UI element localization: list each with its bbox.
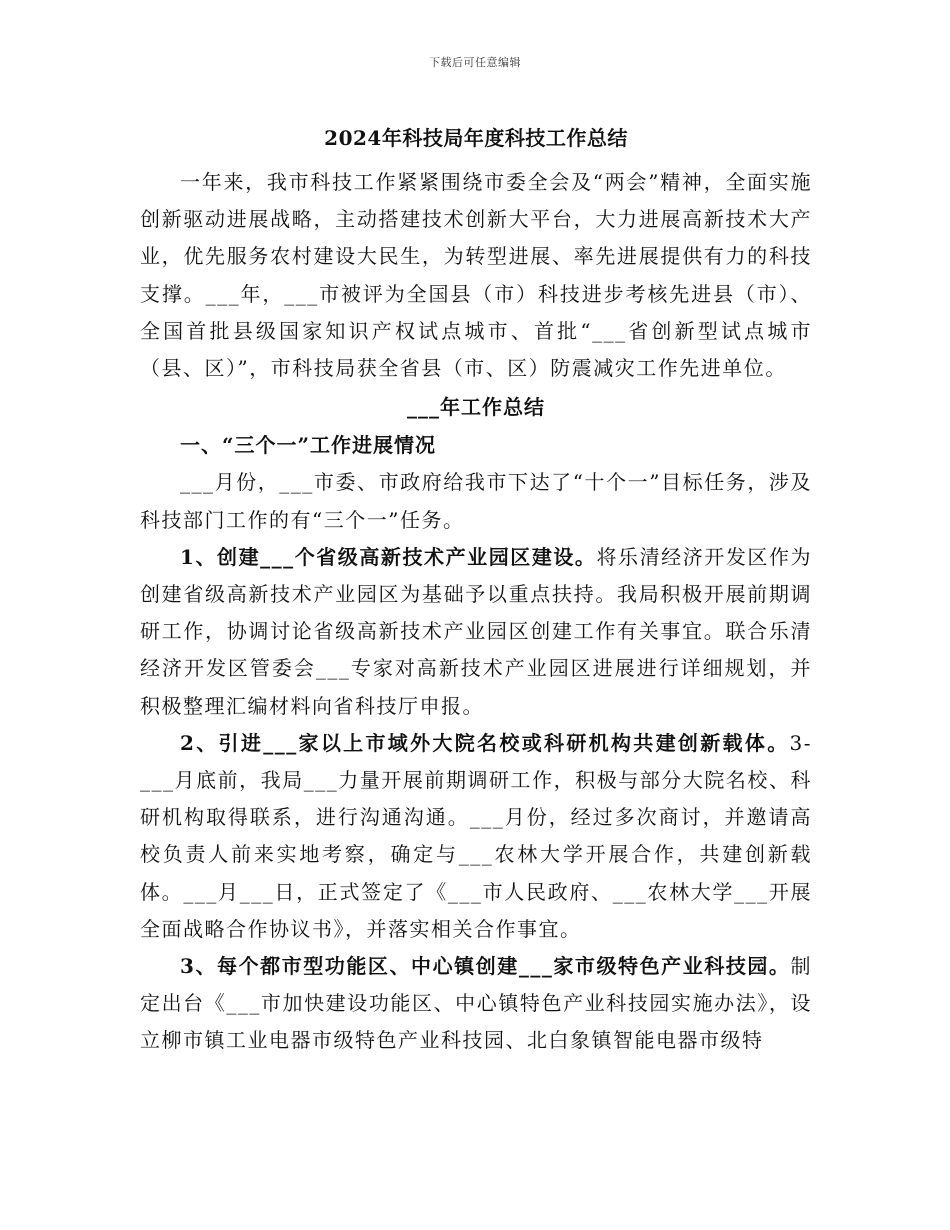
item-1-body: 将乐清经济开发区作为创建省级高新技术产业园区为基础予以重点扶持。我局积极开展前期调研工作，协调讨论省级高新技术产业园区创建工作有关事宜。联合乐清经济开发区管委会___专家对高新技术产业园区进展进行详细规划，并积极整理汇编材料向省科技厅申报。 (140, 544, 813, 718)
item-2-body: 3-___月底前，我局___力量开展前期调研工作，积极与部分大院名校、科研机构取得联系，进行沟通沟通。___月份，经过多次商讨，并邀请高校负责人前来实地考察，确定与___农林大学开展合作，共建创新载体。___月___日，正式签定了《___市人民政府、___农林大学___开展全面战略合作协议书》，并落实相关合作事宜。 (140, 730, 812, 941)
document-body (140, 118, 812, 1060)
document-title: 2024年科技局年度科技工作总结 (324, 126, 628, 150)
item-3-body: 制定出台《___市加快建设功能区、中心镇特色产业科技园实施办法》，设立柳市镇工业电器市级特色产业科技园、北白象镇智能电器市级特 (140, 954, 812, 1053)
page-header-note: 下载后可任意编辑 (429, 56, 521, 69)
item-3-lead: 3、每个都市型功能区、中心镇创建___家市级特色产业科技园。 (180, 954, 791, 979)
section-1-paragraph: ___月份，___市委、市政府给我市下达了“十个一”目标任务，涉及科技部门工作的有“三个一”任务。 (140, 470, 812, 532)
item-1-lead: 1、创建___个省级高新技术产业园区建设。 (180, 544, 597, 569)
item-2-paragraph (140, 725, 812, 948)
intro-paragraph: 一年来，我市科技工作紧紧围绕市委全会及“两会”精神，全面实施创新驱动进展战略，主动搭建技术创新大平台，大力进展高新技术大产业，优先服务农村建设大民生，为转型进展、率先进展提供有力的科技支撑。___年，___市被评为全国县（市）科技进步考核先进县（市）、全国首批县级国家知识产权试点城市、首批“___省创新型试点城市（县、区）”，市科技局获全省县（市、区）防震减灾工作先进单位。 (140, 170, 812, 381)
section-heading-1: 一、“三个一”工作进展情况 (180, 433, 437, 458)
item-3-paragraph (140, 948, 812, 1060)
section-subtitle: ___年工作总结 (407, 395, 545, 420)
item-2-lead: 2、引进___家以上市域外大院名校或科研机构共建创新载体。 (180, 730, 790, 755)
item-1-paragraph (140, 539, 812, 725)
